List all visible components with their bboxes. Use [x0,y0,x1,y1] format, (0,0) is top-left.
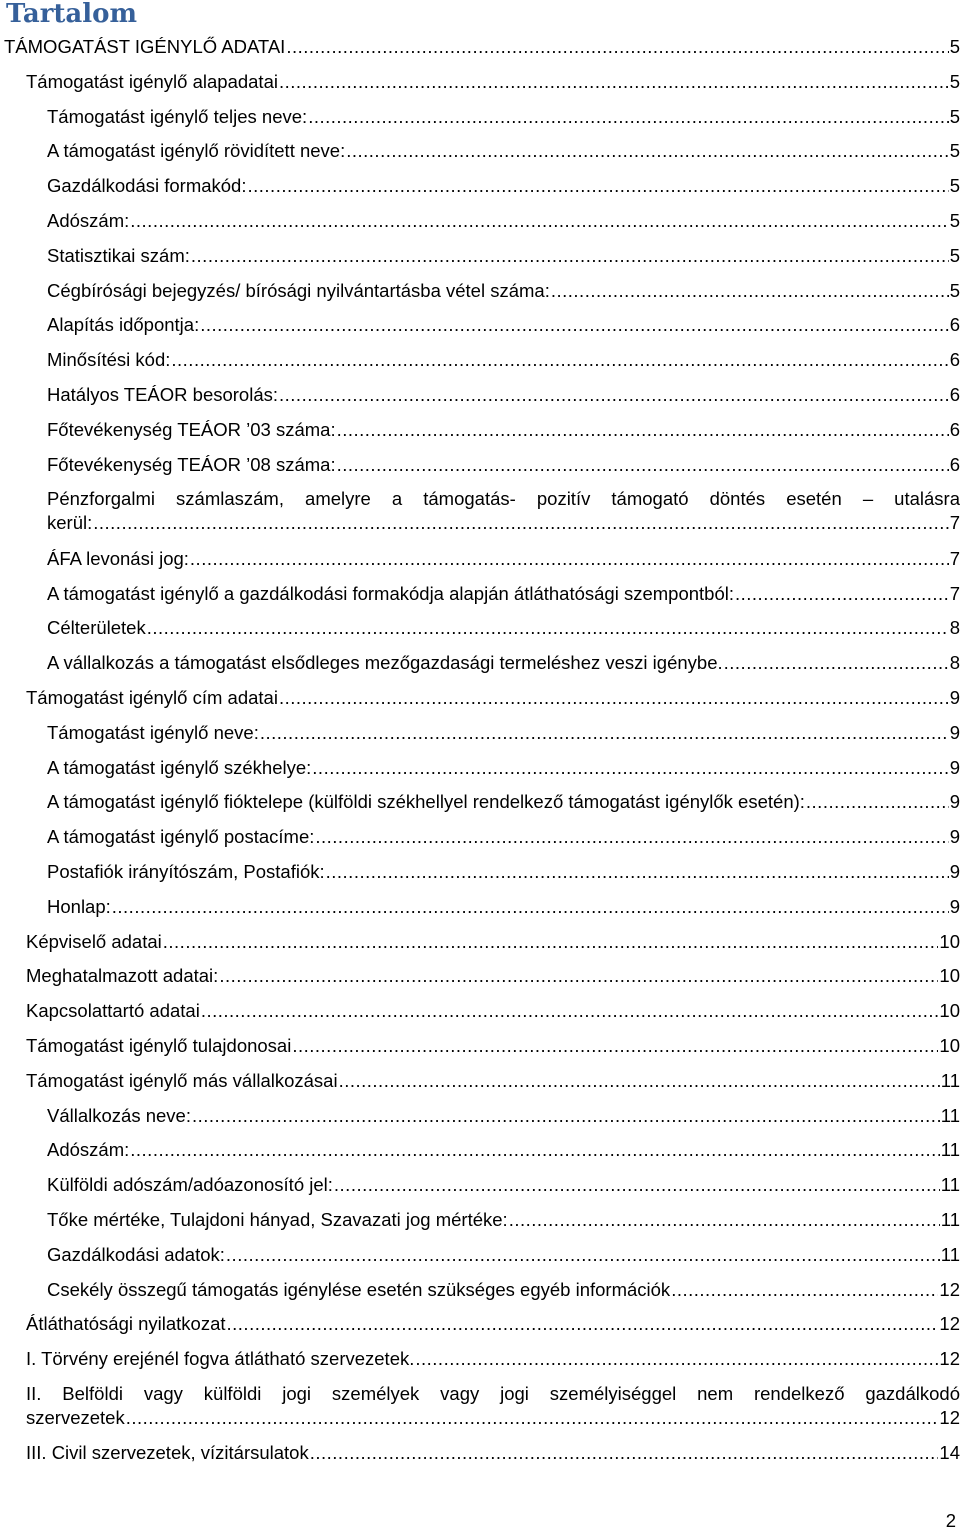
toc-entry[interactable] [0,1099,960,1134]
toc-entry-label: Támogatást igénylő teljes neve: [47,105,308,127]
toc-entry-row [0,105,960,129]
toc-entry-label: Statisztikai szám: [47,244,190,266]
dot-leader [130,209,948,233]
toc-entry-label: Tőke mértéke, Tulajdoni hányad, Szavazati jog mértéke: [47,1209,508,1230]
dot-leader [126,1406,939,1430]
toc-entry-label: Meghatalmazott adatai: [26,965,219,987]
dot-leader [248,174,949,198]
toc-entry-row [0,279,960,303]
toc-entry-row [0,1034,960,1058]
toc-entry[interactable] [0,1064,960,1099]
toc-entry[interactable] [0,1133,960,1168]
toc-entry-label: A támogatást igénylő postacíme: [47,826,315,848]
dot-leader [337,453,949,477]
toc-entry[interactable] [0,1436,960,1471]
toc-entry-row [0,244,960,268]
toc-entry-label: Postafiók irányítószám, Postafiók: [47,861,325,883]
toc-entry-row [0,313,960,337]
toc-entry-row [0,651,960,675]
dot-leader [310,1441,939,1465]
toc-entry-page: 11 [940,1174,960,1196]
toc-entry[interactable] [0,169,960,204]
toc-entry-page: 5 [949,105,960,127]
toc-entry-label: Gazdálkodási adatok: [47,1243,225,1265]
toc-entry-page: 11 [940,1139,960,1161]
dot-leader [286,35,948,59]
toc-entry-page: 5 [949,140,960,162]
dot-leader [292,1034,938,1058]
toc-entry-label: ÁFA levonási jog: [47,547,189,569]
toc-entry-label: Alapítás időpontja: [47,314,200,336]
toc-entry-label: A támogatást igénylő a gazdálkodási formakódja alapján átláthatósági szempontból: [47,582,734,604]
toc-entry-page: 6 [949,349,960,371]
toc-entry[interactable] [0,448,960,483]
toc-entry[interactable] [0,1273,960,1308]
toc-entry-page: 9 [949,826,960,848]
toc-entry-row [0,964,960,988]
toc-entry-row [0,1278,960,1302]
toc-entry-page: 5 [949,175,960,197]
toc-entry-page: 7 [949,582,960,604]
dot-leader [171,348,948,372]
toc-entry-label: Főtevékenység TEÁOR ’08 száma: [47,453,336,475]
toc-entry[interactable] [0,577,960,612]
toc-entry[interactable] [0,1203,960,1238]
dot-leader [279,70,949,94]
toc-entry[interactable] [0,1307,960,1342]
dot-leader [190,547,949,571]
toc-entry-page: 5 [949,36,960,57]
toc-entry-row [0,1243,960,1267]
toc-entry-row [0,383,960,407]
toc-entry-row [0,860,960,884]
toc-entry-label: Képviselő adatai [26,930,162,952]
dot-leader [192,1104,940,1128]
toc-entry-row [0,418,960,442]
toc-entry-row [0,616,960,640]
toc-entry-page: 10 [939,1000,960,1022]
toc-entry[interactable] [0,204,960,239]
toc-entry-row [0,453,960,477]
toc-entry-row [0,1104,960,1128]
toc-entry-label: Hatályos TEÁOR besorolás: [47,383,279,405]
toc-entry-page: 9 [949,895,960,917]
toc-entry[interactable] [0,378,960,413]
toc-entry-row [0,756,960,780]
toc-entry-label: A támogatást igénylő székhelye: [47,756,312,778]
toc-entry-row [0,1347,960,1371]
toc-entry-page: 10 [939,965,960,987]
toc-entry-row [0,582,960,606]
dot-leader [112,895,949,919]
toc-entry[interactable] [0,1029,960,1064]
dot-leader [260,721,949,745]
toc-entry-row [0,1441,960,1465]
dot-leader [806,790,949,814]
dot-leader [326,860,949,884]
toc-entry-page: 5 [949,279,960,301]
toc-entry-page: 5 [949,209,960,231]
page-number: 2 [945,1510,956,1531]
toc-entry[interactable] [0,482,960,542]
toc-entry-row [0,999,960,1023]
toc-entry-label-line1: Pénzforgalmi számlaszám, amelyre a támogatás- pozitív támogató döntés esetén – utalásra [47,488,960,510]
dot-leader [509,1208,940,1232]
toc-entry-label: Célterületek [47,617,146,639]
toc-entry-label: Támogatást igénylő tulajdonosai [26,1035,292,1057]
toc-entry-label: Adószám: [47,1139,130,1161]
dot-leader [93,511,948,535]
toc-entry-label: Támogatást igénylő más vállalkozásai [26,1069,338,1091]
dot-leader [315,825,948,849]
toc-entry-row [0,1406,960,1430]
toc-entry-label: Átláthatósági nyilatkozat [26,1313,226,1335]
toc-entry[interactable] [0,716,960,751]
toc-entry[interactable] [0,611,960,646]
toc-entry-page: 6 [949,418,960,440]
toc-entry-label: Kapcsolattartó adatai [26,1000,200,1022]
toc-entry-row [0,1069,960,1093]
toc-entry-page: 12 [939,1406,960,1428]
toc-entry[interactable] [0,820,960,855]
toc-entry-page: 9 [949,721,960,743]
toc-entry-row [0,1138,960,1162]
toc-entry-row [0,790,960,814]
toc-entry-row [0,721,960,745]
dot-leader [735,582,949,606]
toc-entry-row [0,930,960,954]
toc-entry[interactable] [0,994,960,1029]
toc-entry-page: 9 [949,756,960,778]
toc-entry[interactable] [0,308,960,343]
toc-entry[interactable] [0,959,960,994]
toc-entry-row [0,547,960,571]
toc-entry-page: 11 [940,1243,960,1265]
toc-entry-label: Támogatást igénylő cím adatai [26,687,278,709]
toc-entry-page: 12 [939,1278,960,1300]
toc-entry-page: 9 [949,791,960,813]
toc-entry[interactable] [0,542,960,577]
dot-leader [312,756,948,780]
toc-entry[interactable] [0,785,960,820]
toc-entry-page: 6 [949,314,960,336]
toc-entry-label: Cégbírósági bejegyzés/ bírósági nyilvántartásba vétel száma: [47,279,550,301]
dot-leader [226,1243,940,1267]
dot-leader [227,1312,939,1336]
dot-leader [147,616,949,640]
toc-entry-label: A támogatást igénylő fióktelepe (külföldi székhellyel rendelkező támogatást igénylők esetén): [47,791,805,813]
toc-entry-label: Honlap: [47,895,111,917]
toc-entry-page: 12 [939,1348,960,1370]
toc-entry[interactable] [0,1377,960,1437]
toc-entry-label-line1: II. Belföldi vagy külföldi jogi személyek vagy jogi személyiséggel nem rendelkező gazdálkodó [26,1382,960,1404]
toc-entry[interactable] [0,681,960,716]
toc-entry-page: 12 [939,1313,960,1335]
toc-entry-page: 7 [949,512,960,534]
toc-entry-page: 11 [940,1209,960,1230]
toc-entry-row [0,174,960,198]
toc-entry-label: Adószám: [47,209,130,231]
toc-entry-label: Főtevékenység TEÁOR ’03 száma: [47,418,336,440]
toc-entry-row [0,895,960,919]
dot-leader [337,418,949,442]
toc-entry-label: szervezetek [26,1406,125,1428]
dot-leader [415,1347,938,1371]
dot-leader [308,105,949,129]
dot-leader [191,244,949,268]
toc-entry[interactable] [0,751,960,786]
toc-entry-page: 5 [949,244,960,266]
toc-entry-label: kerül: [47,512,93,534]
toc-entry-page: 11 [940,1104,960,1126]
toc-entry-label: Vállalkozás neve: [47,1104,191,1126]
toc-list [0,30,960,1471]
toc-entry-label: A vállalkozás a támogatást elsődleges mezőgazdasági termeléshez veszi igénybe. [47,652,723,674]
toc-title: Tartalom [6,0,137,29]
toc-entry-row [0,139,960,163]
toc-entry-label: Külföldi adószám/adóazonosító jel: [47,1174,333,1196]
toc-entry-label: Támogatást igénylő neve: [47,721,259,743]
dot-leader [219,964,938,988]
toc-entry-row [0,1312,960,1336]
toc-entry-label: Támogatást igénylő alapadatai [26,70,278,92]
dot-leader [279,383,949,407]
toc-entry-row [0,1173,960,1197]
toc-entry-label: A támogatást igénylő rövidített neve: [47,140,346,162]
dot-leader [279,686,949,710]
dot-leader [346,139,948,163]
toc-entry-page: 5 [949,70,960,92]
dot-leader [339,1069,940,1093]
toc-entry-row [0,686,960,710]
dot-leader [163,930,939,954]
toc-entry[interactable] [0,343,960,378]
toc-entry-page: 10 [939,1035,960,1057]
toc-entry-row [0,511,960,535]
toc-entry[interactable] [0,274,960,309]
toc-entry-page: 9 [949,861,960,883]
toc-entry[interactable] [0,890,960,925]
dot-leader [724,651,949,675]
dot-leader [130,1138,940,1162]
dot-leader [334,1173,940,1197]
toc-entry-page: 10 [939,930,960,952]
toc-entry[interactable] [0,646,960,681]
toc-entry-page: 14 [939,1442,960,1464]
toc-entry-label: III. Civil szervezetek, vízitársulatok [26,1442,309,1464]
toc-entry-row [0,70,960,94]
toc-entry[interactable] [0,1168,960,1203]
toc-entry-label: TÁMOGATÁST IGÉNYLŐ ADATAI [4,36,286,57]
toc-entry-label: Gazdálkodási formakód: [47,175,247,197]
dot-leader [201,999,939,1023]
toc-entry-page: 8 [949,652,960,674]
toc-entry-row [0,35,960,59]
toc-entry[interactable] [0,1238,960,1273]
dot-leader [671,1278,938,1302]
toc-entry[interactable] [0,855,960,890]
toc-entry-page: 9 [949,687,960,709]
toc-entry-label: Minősítési kód: [47,349,171,371]
toc-entry[interactable] [0,239,960,274]
toc-entry[interactable] [0,100,960,135]
toc-entry[interactable] [0,30,960,65]
toc-entry-page: 6 [949,383,960,405]
toc-entry[interactable] [0,925,960,960]
dot-leader [200,313,948,337]
toc-entry-page: 7 [949,547,960,569]
toc-entry-label: I. Törvény erejénél fogva átlátható szervezetek. [26,1348,415,1370]
toc-entry[interactable] [0,134,960,169]
toc-entry-row [0,825,960,849]
toc-entry[interactable] [0,65,960,100]
toc-entry-row [0,1208,960,1232]
toc-entry-row [0,209,960,233]
toc-entry-page: 11 [940,1069,960,1091]
toc-entry-page: 6 [949,453,960,475]
toc-entry-page: 8 [949,617,960,639]
dot-leader [551,279,949,303]
toc-entry[interactable] [0,413,960,448]
toc-entry-row [0,348,960,372]
toc-entry-label: Csekély összegű támogatás igénylése esetén szükséges egyéb információk [47,1278,671,1300]
toc-entry[interactable] [0,1342,960,1377]
